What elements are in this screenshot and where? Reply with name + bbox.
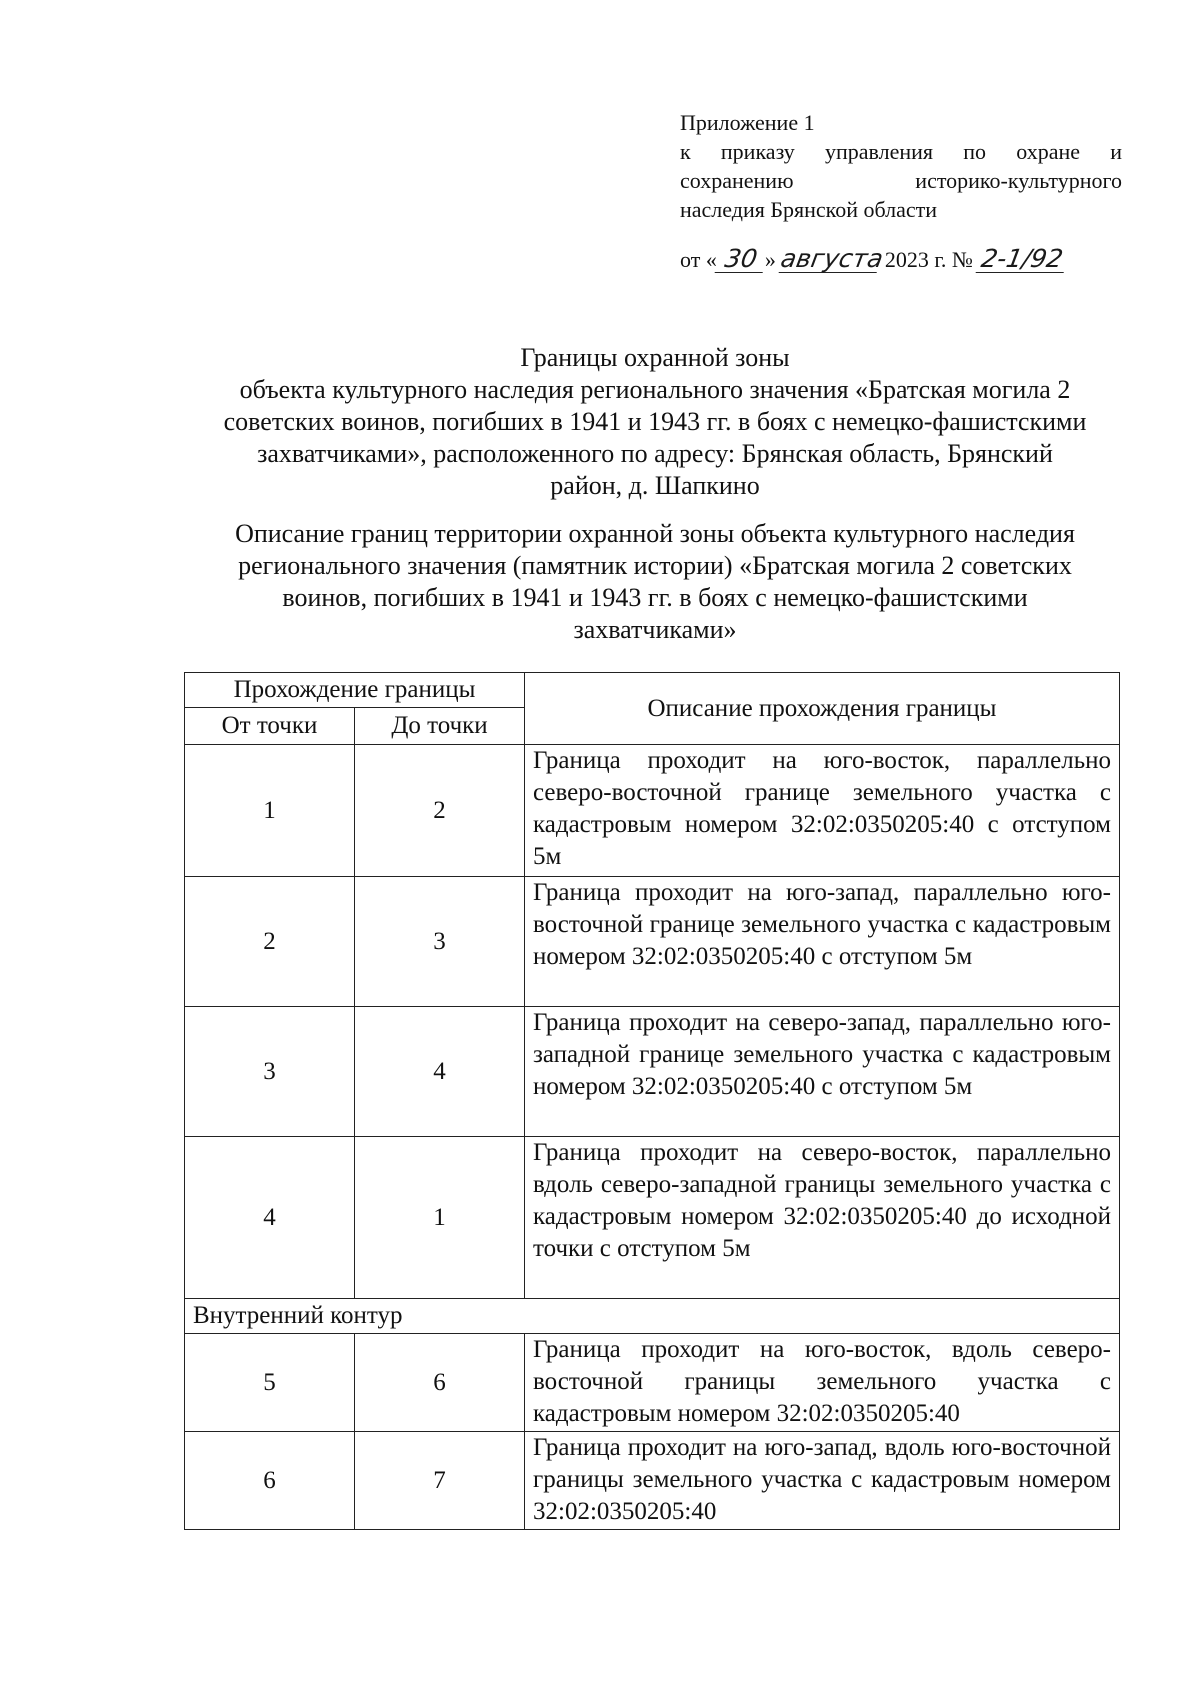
order-date-number bbox=[680, 245, 1140, 275]
to-point-cell: 1 bbox=[355, 1137, 525, 1299]
subtitle-line: воинов, погибших в 1941 и 1943 гг. в боях с немецко-фашистскими bbox=[282, 583, 1028, 612]
order-prefix: от « bbox=[680, 247, 717, 272]
header-boundary-passage: Прохождение границы bbox=[185, 673, 525, 708]
order-year: 2023 г. № bbox=[879, 247, 979, 272]
appendix-line: сохранению историко-культурного bbox=[680, 168, 1122, 193]
appendix-number: Приложение 1 bbox=[680, 110, 815, 135]
order-mid: » bbox=[764, 247, 782, 272]
appendix-header bbox=[680, 108, 1122, 224]
appendix-line: наследия Брянской области bbox=[680, 197, 938, 222]
title-line: район, д. Шапкино bbox=[550, 471, 760, 500]
header-from-point: От точки bbox=[185, 708, 355, 745]
title-gap bbox=[175, 502, 1135, 518]
title-line: советских воинов, погибших в 1941 и 1943 гг. в боях с немецко-фашистскими bbox=[223, 407, 1087, 436]
subtitle-line: регионального значения (памятник истории) «Братская могила 2 советских bbox=[238, 551, 1072, 580]
from-point-cell: 3 bbox=[185, 1007, 355, 1137]
title-line: объекта культурного наследия регионального значения «Братская могила 2 bbox=[239, 375, 1071, 404]
table-row bbox=[185, 745, 1120, 877]
description-cell: Граница проходит на юго-запад, параллельно юго-восточной границе земельного участка с кадастровым номером 32:02:0350205:40 с отступом 5м bbox=[525, 877, 1120, 1007]
description-cell: Граница проходит на юго-восток, параллельно северо-восточной границе земельного участка с кадастровым номером 32:02:0350205:40 с отступом 5м bbox=[525, 745, 1120, 877]
header-description: Описание прохождения границы bbox=[525, 673, 1120, 745]
table-row bbox=[185, 1334, 1120, 1432]
from-point-cell: 6 bbox=[185, 1432, 355, 1530]
header-to-point: До точки bbox=[355, 708, 525, 745]
boundary-table bbox=[184, 672, 1120, 1530]
to-point-cell: 6 bbox=[355, 1334, 525, 1432]
description-cell: Граница проходит на юго-запад, вдоль юго-восточной границы земельного участка с кадастровым номером 32:02:0350205:40 bbox=[525, 1432, 1120, 1530]
title-line: захватчиками», расположенного по адресу: Брянская область, Брянский bbox=[257, 439, 1053, 468]
order-month-handwritten: августа bbox=[778, 244, 886, 273]
order-day-handwritten: 30 bbox=[714, 246, 767, 273]
inner-contour-label: Внутренний контур bbox=[185, 1299, 1120, 1334]
table-row bbox=[185, 1007, 1120, 1137]
subtitle-line: Описание границ территории охранной зоны объекта культурного наследия bbox=[235, 519, 1075, 548]
to-point-cell: 7 bbox=[355, 1432, 525, 1530]
section-row bbox=[185, 1299, 1120, 1334]
document-title-block bbox=[175, 342, 1135, 646]
order-number-handwritten: 2-1/92 bbox=[976, 246, 1069, 273]
subtitle-line: захватчиками» bbox=[573, 615, 737, 644]
to-point-cell: 3 bbox=[355, 877, 525, 1007]
title-line: Границы охранной зоны bbox=[520, 343, 790, 372]
from-point-cell: 1 bbox=[185, 745, 355, 877]
from-point-cell: 4 bbox=[185, 1137, 355, 1299]
from-point-cell: 5 bbox=[185, 1334, 355, 1432]
table-row bbox=[185, 1137, 1120, 1299]
table-row bbox=[185, 1432, 1120, 1530]
description-cell: Граница проходит на северо-восток, параллельно вдоль северо-западной границы земельного участка с кадастровым номером 32:02:0350205:40 до исходной точки с отступом 5м bbox=[525, 1137, 1120, 1299]
appendix-line: к приказу управления по охране и bbox=[680, 139, 1122, 164]
to-point-cell: 2 bbox=[355, 745, 525, 877]
description-cell: Граница проходит на северо-запад, параллельно юго-западной границе земельного участка с кадастровым номером 32:02:0350205:40 с отступом 5м bbox=[525, 1007, 1120, 1137]
from-point-cell: 2 bbox=[185, 877, 355, 1007]
table-row bbox=[185, 877, 1120, 1007]
to-point-cell: 4 bbox=[355, 1007, 525, 1137]
description-cell: Граница проходит на юго-восток, вдоль северо-восточной границы земельного участка с кадастровым номером 32:02:0350205:40 bbox=[525, 1334, 1120, 1432]
